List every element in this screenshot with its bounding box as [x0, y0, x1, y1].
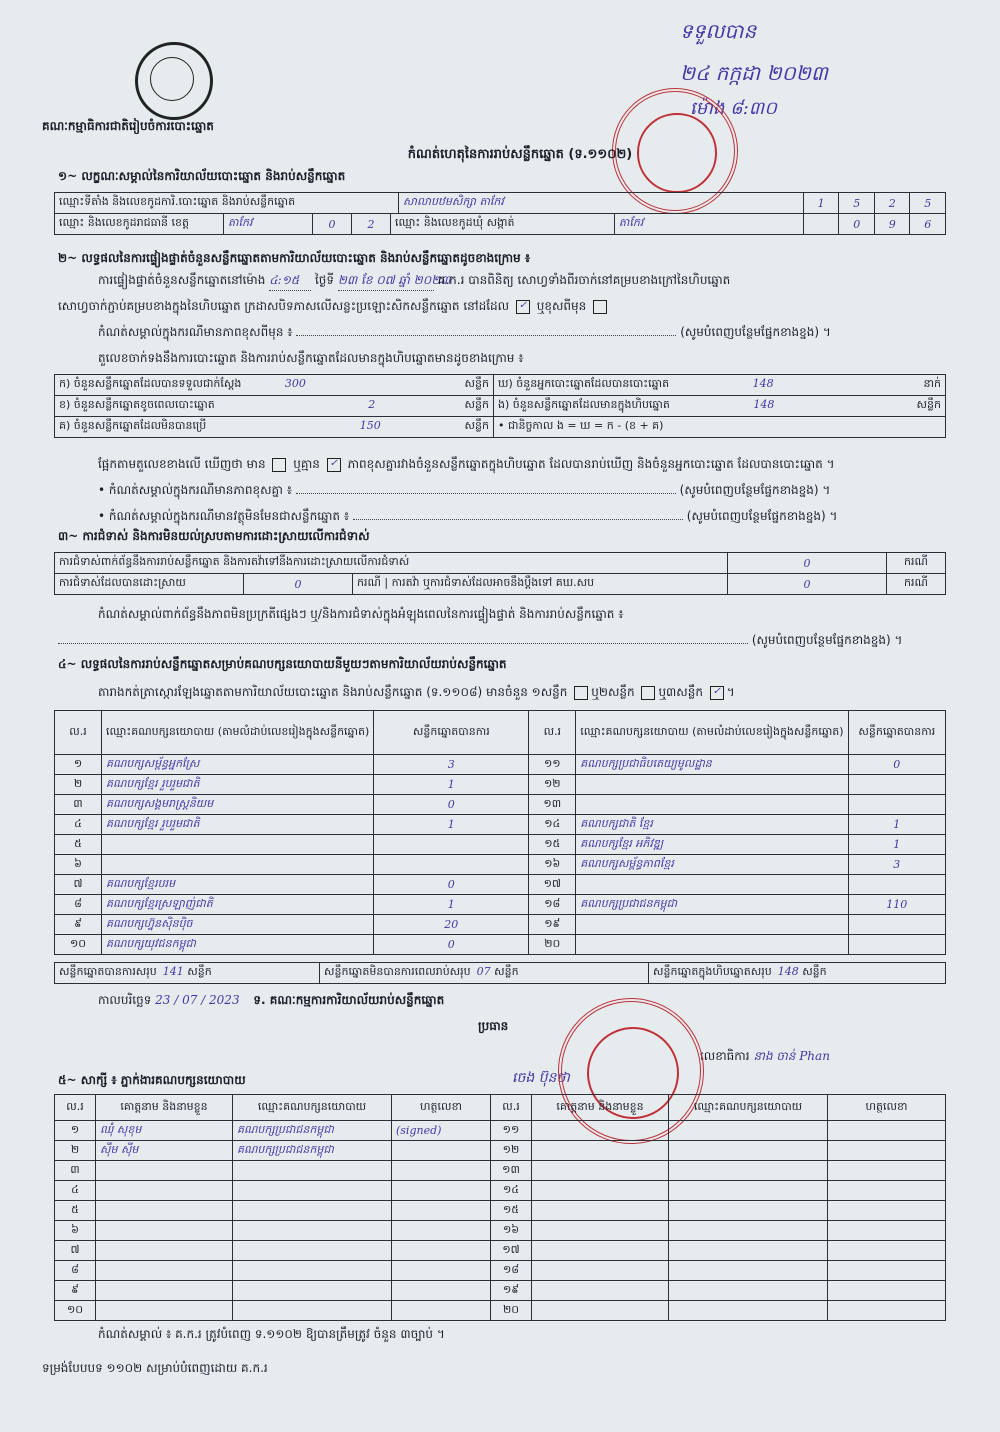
- result-cell: គណបក្សប្រជាជនកម្ពុជា: [576, 895, 848, 915]
- result-cell: ១៣: [529, 795, 576, 815]
- result-cell: 1: [374, 775, 529, 795]
- result-cell: ១១: [529, 755, 576, 775]
- witness-cell: [828, 1161, 946, 1181]
- witness-cell: ២: [55, 1141, 96, 1161]
- witness-cell: ១០: [55, 1301, 96, 1321]
- witness-cell: [532, 1301, 669, 1321]
- witness-cell: ៥: [55, 1201, 96, 1221]
- form-code: ទម្រង់បែបបទ ១១០២ សម្រាប់បំពេញដោយ គ.ក.រ: [42, 1361, 268, 1375]
- result-cell: [576, 775, 848, 795]
- section-3-title: ៣~ ការជំទាស់ និងការមិនយល់ស្របតាមការដោះស្រាយលើការជំទាស់: [58, 529, 370, 543]
- result-row: [55, 935, 946, 955]
- witness-cell: [669, 1281, 828, 1301]
- date-value: ២៣ ខែ ០៧ ឆ្នាំ ២០២៣: [338, 272, 434, 291]
- remarks-line: កំណត់សម្គាល់ក្នុងករណីមានភាពខុសពីមុន ៖ (សូមបំពេញបន្ថែមផ្នែកខាងខ្នង) ។: [98, 325, 831, 339]
- result-row: [55, 855, 946, 875]
- witness-cell: [669, 1201, 828, 1221]
- witness-row: [55, 1161, 946, 1181]
- result-cell: គណបក្សខ្មែរ រួបរួមជាតិ: [102, 775, 374, 795]
- discrepancy-yes-checkbox[interactable]: [272, 458, 286, 472]
- label-polling-station: ឈ្មោះទីតាំង និងលេខកូដការិ.បោះឆ្នោត និងរាប់សន្លឹកឆ្នោត: [55, 193, 399, 214]
- witness-cell: [96, 1301, 233, 1321]
- result-cell: ៧: [55, 875, 102, 895]
- witness-cell: ១៨: [491, 1261, 532, 1281]
- section-4-checkbox-a[interactable]: [574, 686, 588, 700]
- document-title: កំណត់ហេតុនៃការរាប់សន្លឹកឆ្នោត (ទ.១១០២): [407, 147, 633, 162]
- result-row: [55, 915, 946, 935]
- code-digit: 5: [839, 193, 875, 214]
- witness-cell: [828, 1201, 946, 1221]
- result-cell: 0: [374, 875, 529, 895]
- count-intro: តួលេខចាក់ទងនឹងការបោះឆ្នោត និងការរាប់សន្លឹកឆ្នោតដែលមានក្នុងហិបឆ្នោតមានដូចខាងក្រោម ៖: [98, 351, 524, 365]
- witness-cell: [392, 1221, 491, 1241]
- section-4-title: ៤~ លទ្ធផលនៃការរាប់សន្លឹកឆ្នោតសម្រាប់គណបក្សនយោបាយនីមួយៗតាមការិយាល័យរាប់សន្លឹកឆ្នោត: [58, 657, 507, 671]
- result-cell: [848, 915, 945, 935]
- witness-row: [55, 1201, 946, 1221]
- col-votes: សន្លឹកឆ្នោតបានការ: [848, 711, 945, 755]
- result-cell: 3: [374, 755, 529, 775]
- value-commune: តាកែវ: [614, 214, 803, 234]
- section-2-line-1-rest: គ.ក.រ បានពិនិត្យ សោហ្វទាំងពីរចាក់នៅគម្របខាងក្រៅនៃហិបឆ្នោត: [437, 273, 731, 287]
- remark-discrepancy: • កំណត់សម្គាល់ក្នុងករណីមានភាពខុសគ្នា ៖ (សូមបំពេញបន្ថែមផ្នែកខាងខ្នង) ។: [98, 483, 831, 497]
- witness-cell: ៧: [55, 1241, 96, 1261]
- commune-code-digit: 6: [910, 214, 946, 235]
- result-row: [55, 775, 946, 795]
- witness-row: [55, 1221, 946, 1241]
- result-cell: 1: [374, 815, 529, 835]
- total-valid: សន្លឹកឆ្នោតបានការសរុប 141 សន្លឹក: [55, 963, 320, 984]
- section-3-remark-line: (សូមបំពេញបន្ថែមផ្នែកខាងខ្នង) ។: [58, 632, 938, 650]
- witness-row: [55, 1281, 946, 1301]
- witness-cell: [532, 1121, 669, 1141]
- witness-cell: [669, 1181, 828, 1201]
- witness-cell: [96, 1201, 233, 1221]
- result-cell: [576, 875, 848, 895]
- complaint-forwarded-value: 0: [728, 574, 887, 595]
- result-cell: ១: [55, 755, 102, 775]
- witness-cell: [233, 1281, 392, 1301]
- label-commune: ឈ្មោះ និងលេខកូដឃុំ សង្កាត់: [391, 214, 615, 234]
- result-cell: គណបក្សខ្មែរ រួបរួមជាតិ: [102, 815, 374, 835]
- result-cell: 3: [848, 855, 945, 875]
- result-row: [55, 815, 946, 835]
- witness-row: [55, 1181, 946, 1201]
- value-polling-station: សាលាបឋមសិក្សា តាកែវ: [399, 193, 804, 214]
- witness-cell: [532, 1261, 669, 1281]
- result-cell: 1: [374, 895, 529, 915]
- result-cell: ១៧: [529, 875, 576, 895]
- witness-cell: [828, 1121, 946, 1141]
- seal-intact-checkbox[interactable]: ✓: [516, 300, 530, 314]
- signing-date-line: កាលបរិច្ឆេទ 23 / 07 / 2023 ទ. គណៈកម្មការការិយាល័យរាប់សន្លឹកឆ្នោត: [98, 993, 445, 1007]
- witness-cell: [233, 1181, 392, 1201]
- witness-cell: [828, 1301, 946, 1321]
- section-4-checkbox-b[interactable]: [641, 686, 655, 700]
- witness-cell: ៦: [55, 1221, 96, 1241]
- check-line: ផ្អែកតាមតួលេខខាងលើ ឃើញថា មាន ឬគ្មាន ✓ ភាពខុសគ្នារវាងចំនួនសន្លឹកឆ្នោតក្នុងហិបឆ្នោត ដែលបានរាប់ឃើញ និងចំនួនអ្នកបោះឆ្នោត ដែលបានបោះឆ្នោត ។: [98, 457, 835, 471]
- result-cell: [848, 775, 945, 795]
- result-cell: ២: [55, 775, 102, 795]
- commune-code-digit: 0: [839, 214, 875, 235]
- result-cell: គណបក្សជាតិ ខ្មែរ: [576, 815, 848, 835]
- witness-cell: [669, 1261, 828, 1281]
- witness-cell: [392, 1161, 491, 1181]
- witness-cell: [233, 1261, 392, 1281]
- result-cell: [576, 915, 848, 935]
- result-cell: 20: [374, 915, 529, 935]
- discrepancy-no-checkbox[interactable]: ✓: [327, 458, 341, 472]
- section-2-line-1: [98, 272, 730, 291]
- result-cell: [848, 795, 945, 815]
- result-cell: គណបក្សខ្មែរស្រឡាញ់ជាតិ: [102, 895, 374, 915]
- result-cell: ១៨: [529, 895, 576, 915]
- witness-cell: [669, 1301, 828, 1321]
- province-code-digit: 0: [313, 214, 352, 234]
- code-digit: 2: [874, 193, 910, 214]
- row-voters: ឃ) ចំនួនអ្នកបោះឆ្នោតដែលបានបោះឆ្នោត 148 នាក់: [494, 375, 946, 396]
- result-cell: [374, 835, 529, 855]
- witness-cell: [233, 1201, 392, 1221]
- date-label: ថ្ងៃទី: [315, 273, 335, 287]
- witness-cell: [828, 1221, 946, 1241]
- witness-cell: ១៩: [491, 1281, 532, 1301]
- witness-cell: [669, 1241, 828, 1261]
- witness-cell: [828, 1141, 946, 1161]
- witness-cell: [669, 1141, 828, 1161]
- section-4-checkbox-c[interactable]: ✓: [710, 686, 724, 700]
- witness-cell: ៨: [55, 1261, 96, 1281]
- result-cell: ១៩: [529, 915, 576, 935]
- result-cell: ៣: [55, 795, 102, 815]
- witness-cell: [532, 1161, 669, 1181]
- witness-cell: [392, 1181, 491, 1201]
- result-cell: ៥: [55, 835, 102, 855]
- section-1-title: ១~ លក្ខណៈសម្គាល់នៃការិយាល័យបោះឆ្នោត និងរាប់សន្លឹកឆ្នោត: [58, 169, 346, 183]
- witness-cell: គណបក្សប្រជាជនកម្ពុជា: [233, 1121, 392, 1141]
- result-cell: [102, 835, 374, 855]
- result-cell: គណបក្សយុវជនកម្ពុជា: [102, 935, 374, 955]
- section-1-table: [54, 192, 946, 235]
- witness-cell: ១៥: [491, 1201, 532, 1221]
- witness-cell: ៣: [55, 1161, 96, 1181]
- witness-cell: [669, 1161, 828, 1181]
- witness-cell: [532, 1141, 669, 1161]
- complaint-resolved-value: 0: [244, 574, 353, 595]
- witness-cell: [532, 1281, 669, 1301]
- witness-row: [55, 1121, 946, 1141]
- seal-broken-checkbox[interactable]: [593, 300, 607, 314]
- result-cell: 1: [848, 835, 945, 855]
- witness-cell: [532, 1181, 669, 1201]
- result-cell: គណបក្សខ្មែរ អភិវឌ្ឍ: [576, 835, 848, 855]
- secretary-line: លេខាធិការ នាង ចាន់ Phan: [700, 1049, 830, 1063]
- witness-row: [55, 1301, 946, 1321]
- result-cell: [374, 855, 529, 875]
- result-cell: ១៥: [529, 835, 576, 855]
- result-row: [55, 835, 946, 855]
- witness-cell: [96, 1221, 233, 1241]
- witness-cell: ១៦: [491, 1221, 532, 1241]
- row-spoiled-ballots: ខ) ចំនួនសន្លឹកឆ្នោតខូចពេលបោះឆ្នោត 2 សន្លឹក: [55, 396, 494, 417]
- result-cell: ១៤: [529, 815, 576, 835]
- result-cell: 0: [374, 935, 529, 955]
- result-cell: ៦: [55, 855, 102, 875]
- section-2-line-2: សោហ្វចាក់ភ្ជាប់គម្របខាងក្នុងនៃហិបឆ្នោត ក្រដាសបិទភាសលើសន្លះប្រឡោះសិកសន្លឹកឆ្នោត នៅដដែល ✓ ឬខុសពីមុន: [58, 298, 610, 316]
- total-invalid: សន្លឹកឆ្នោតមិនបានការពេលរាប់សរុប 07 សន្លឹក: [320, 963, 649, 984]
- chairperson-label: ប្រធាន: [478, 1019, 509, 1033]
- witness-row: [55, 1261, 946, 1281]
- witness-cell: [233, 1161, 392, 1181]
- handwritten-note-line-2: ២៤ កក្កដា ២០២៣: [680, 61, 828, 85]
- witness-cell: ១៧: [491, 1241, 532, 1261]
- result-cell: ១២: [529, 775, 576, 795]
- result-cell: គណបក្សសង្គមរាស្ត្រនិយម: [102, 795, 374, 815]
- witness-cell: [828, 1281, 946, 1301]
- province-code-digit: 2: [352, 214, 391, 234]
- result-cell: ៨: [55, 895, 102, 915]
- witness-cell: [96, 1181, 233, 1201]
- witness-cell: គណបក្សប្រជាជនកម្ពុជា: [233, 1141, 392, 1161]
- commune-code-digit: 9: [874, 214, 910, 235]
- total-in-box: សន្លឹកឆ្នោតក្នុងហិបឆ្នោតសរុប 148 សន្លឹក: [649, 963, 946, 984]
- complaints-table: ការជំទាស់ពាក់ព័ន្ធនឹងការរាប់សន្លឹកឆ្នោត និងការតវ៉ាទៅនឹងការដោះស្រាយលើការជំទាស់ 0 ករណី ការជំទាស់ដែលបានដោះស្រាយ 0 ករណី | ការតវ៉ា ឬការជំទាស់ដែលអាចនឹងប្តឹងទៅ គឃ.សប 0 ករណី: [54, 552, 946, 595]
- witness-cell: [233, 1241, 392, 1261]
- witness-cell: [828, 1181, 946, 1201]
- witness-cell: [392, 1241, 491, 1261]
- result-cell: គណបក្សហ្វ៊ុនស៊ិនប៉ិច: [102, 915, 374, 935]
- result-cell: 1: [848, 815, 945, 835]
- witness-cell: [532, 1241, 669, 1261]
- ballot-count-table: [54, 374, 946, 438]
- remark-reason: • កំណត់សម្គាល់ក្នុងករណីមានវត្ថុមិនមែនជាសន្លឹកឆ្នោត ៖ (សូមបំពេញបន្ថែមផ្នែកខាងខ្នង) ។: [98, 509, 838, 523]
- result-cell: 110: [848, 895, 945, 915]
- witness-cell: ១: [55, 1121, 96, 1141]
- result-cell: [576, 795, 848, 815]
- row-formula: • ជានិច្ចកាល ង = ឃ = ក - (ខ + គ): [494, 417, 946, 438]
- row-received-ballots: ក) ចំនួនសន្លឹកឆ្នោតដែលបានទទួលជាក់ស្តែង 300 សន្លឹក: [55, 375, 494, 396]
- witness-cell: ឈុំ សុខុម: [96, 1121, 233, 1141]
- witness-cell: [669, 1221, 828, 1241]
- witness-cell: [828, 1261, 946, 1281]
- complaint-row-1-value: 0: [728, 553, 887, 574]
- witness-cell: [96, 1161, 233, 1181]
- label-province: ឈ្មោះ និងលេខកូដរាជធានី ខេត្ត: [59, 216, 189, 229]
- col-party: ឈ្មោះគណបក្សនយោបាយ (តាមលំដាប់លេខរៀងក្នុងសន្លឹកឆ្នោត): [102, 711, 374, 755]
- witness-cell: [96, 1261, 233, 1281]
- row-ballots-in-box: ង) ចំនួនសន្លឹកឆ្នោតដែលមានក្នុងហិបឆ្នោត 148 សន្លឹក: [494, 396, 946, 417]
- result-cell: គណបក្សសម្ព័ន្ធភាពខ្មែរ: [576, 855, 848, 875]
- value-province: តាកែវ: [224, 214, 313, 234]
- chairperson-signature: ចេង ប៊ុនថា: [512, 1070, 570, 1086]
- result-cell: ១៦: [529, 855, 576, 875]
- witness-cell: ១២: [491, 1141, 532, 1161]
- col-party: ឈ្មោះគណបក្សនយោបាយ (តាមលំដាប់លេខរៀងក្នុងសន្លឹកឆ្នោត): [576, 711, 848, 755]
- result-cell: [848, 935, 945, 955]
- result-row: [55, 895, 946, 915]
- result-cell: ៤: [55, 815, 102, 835]
- result-cell: 0: [374, 795, 529, 815]
- result-cell: គណបក្សប្រជាធិបតេយ្យមូលដ្ឋាន: [576, 755, 848, 775]
- col-votes: សន្លឹកឆ្នោតបានការ: [374, 711, 529, 755]
- section-3-remark: កំណត់សម្គាល់ពាក់ព័ន្ធនឹងភាពមិនប្រក្រតីផ្សេងៗ ឬ/និងការជំទាស់ក្នុងអំឡុងពេលនៃការផ្ទៀងផ្ទាត់ និងការរាប់សន្លឹកឆ្នោត ៖: [98, 607, 624, 621]
- footer-note: កំណត់សម្គាល់ ៖ គ.ក.រ ត្រូវបំពេញ ទ.១១០២ ឱ្យបានត្រឹមត្រូវ ចំនួន ៣ច្បាប់ ។: [98, 1327, 445, 1341]
- result-cell: ៩: [55, 915, 102, 935]
- code-digit: 1: [803, 193, 839, 214]
- witness-cell: ៤: [55, 1181, 96, 1201]
- section-5-title: ៥~ សាក្សី ៖ ភ្នាក់ងារគណបក្សនយោបាយ: [58, 1073, 246, 1087]
- result-row: [55, 875, 946, 895]
- result-row: [55, 795, 946, 815]
- witness-cell: ១១: [491, 1121, 532, 1141]
- witness-cell: [233, 1301, 392, 1321]
- result-cell: [576, 935, 848, 955]
- commission-emblem-icon: [135, 42, 213, 120]
- witness-cell: ២០: [491, 1301, 532, 1321]
- section-2-title: ២~ លទ្ធផលនៃការផ្ទៀងផ្ទាត់ចំនួនសន្លឹកឆ្នោតតាមការិយាល័យបោះឆ្នោត និងរាប់សន្លឹកឆ្នោតដូចខាងក្រោម ៖: [58, 251, 531, 265]
- witness-cell: ស៊ឹម ស៊ីម: [96, 1141, 233, 1161]
- result-row: [55, 755, 946, 775]
- org-name: គណៈកម្មាធិការជាតិរៀបចំការបោះឆ្នោត: [42, 119, 214, 133]
- section-4-intro: តារាងកត់ត្រាស្កោរឡែងឆ្នោតតាមការិយាល័យបោះឆ្នោត និងរាប់សន្លឹកឆ្នោត (ទ.១១០៨) មានចំនួន ១សន្លឹក ឬ២សន្លឹក ឬ៣សន្លឹក ✓ ។: [98, 685, 735, 699]
- result-cell: [102, 855, 374, 875]
- witness-cell: [96, 1281, 233, 1301]
- witness-cell: [233, 1221, 392, 1241]
- witness-cell: ១៤: [491, 1181, 532, 1201]
- col-no: ល.រ: [55, 711, 102, 755]
- result-cell: ១០: [55, 935, 102, 955]
- witness-row: [55, 1241, 946, 1261]
- party-results-table: [54, 710, 946, 955]
- witness-cell: [392, 1281, 491, 1301]
- totals-table: [54, 962, 946, 984]
- witness-cell: (signed): [392, 1121, 491, 1141]
- witness-cell: [532, 1221, 669, 1241]
- result-cell: [848, 875, 945, 895]
- start-time-value: ៤:១៥: [269, 272, 311, 291]
- row-unused-ballots: គ) ចំនួនសន្លឹកឆ្នោតដែលមិនបានប្រើ 150 សន្លឹក: [55, 417, 494, 438]
- witness-cell: [392, 1201, 491, 1221]
- witness-cell: [532, 1201, 669, 1221]
- code-digit: 5: [910, 193, 946, 214]
- complaint-resolved-label: ការជំទាស់ដែលបានដោះស្រាយ: [55, 574, 244, 595]
- result-cell: 0: [848, 755, 945, 775]
- handwritten-note-line-3: ម៉ោង ៨:៣០: [690, 98, 777, 119]
- witness-cell: ៩: [55, 1281, 96, 1301]
- result-cell: គណបក្សសម្ព័ន្ធអ្នកស្រែ: [102, 755, 374, 775]
- witness-cell: [669, 1121, 828, 1141]
- col-no: ល.រ: [529, 711, 576, 755]
- witness-cell: [392, 1301, 491, 1321]
- result-cell: ២០: [529, 935, 576, 955]
- complaint-row-1-label: ការជំទាស់ពាក់ព័ន្ធនឹងការរាប់សន្លឹកឆ្នោត និងការតវ៉ាទៅនឹងការដោះស្រាយលើការជំទាស់: [55, 553, 728, 574]
- result-cell: គណបក្សខ្មែរបរម: [102, 875, 374, 895]
- handwritten-note-line-1: ទទួលបាន: [680, 19, 757, 43]
- witness-cell: [828, 1241, 946, 1261]
- witness-cell: ១៣: [491, 1161, 532, 1181]
- witness-cell: [96, 1241, 233, 1261]
- witness-cell: [392, 1141, 491, 1161]
- witness-cell: [392, 1261, 491, 1281]
- start-time-label: ការផ្ទៀងផ្ទាត់ចំនួនសន្លឹកឆ្នោតនៅម៉ោង: [98, 273, 266, 287]
- witness-row: [55, 1141, 946, 1161]
- witness-table: ល.រ គោត្តនាម និងនាមខ្លួន ឈ្មោះគណបក្សនយោបាយ ហត្ថលេខា ល.រ គោត្តនាម និងនាមខ្លួន ឈ្មោះគណបក្សនយោបាយ ហត្ថលេខា ១ ឈុំ សុខុម គណបក្សប្រជាជនកម្ពុជា (signed) ១១ ២ ស៊ឹម ស៊ីម គណបក្សប្រជាជនកម្ពុជា ១២ ៣ ១៣ ៤ ១៤ ៥ ១៥ ៦ ១៦ ៧ ១៧ ៨ ១៨ ៩ ១៩ ១០ ២០: [54, 1094, 946, 1321]
